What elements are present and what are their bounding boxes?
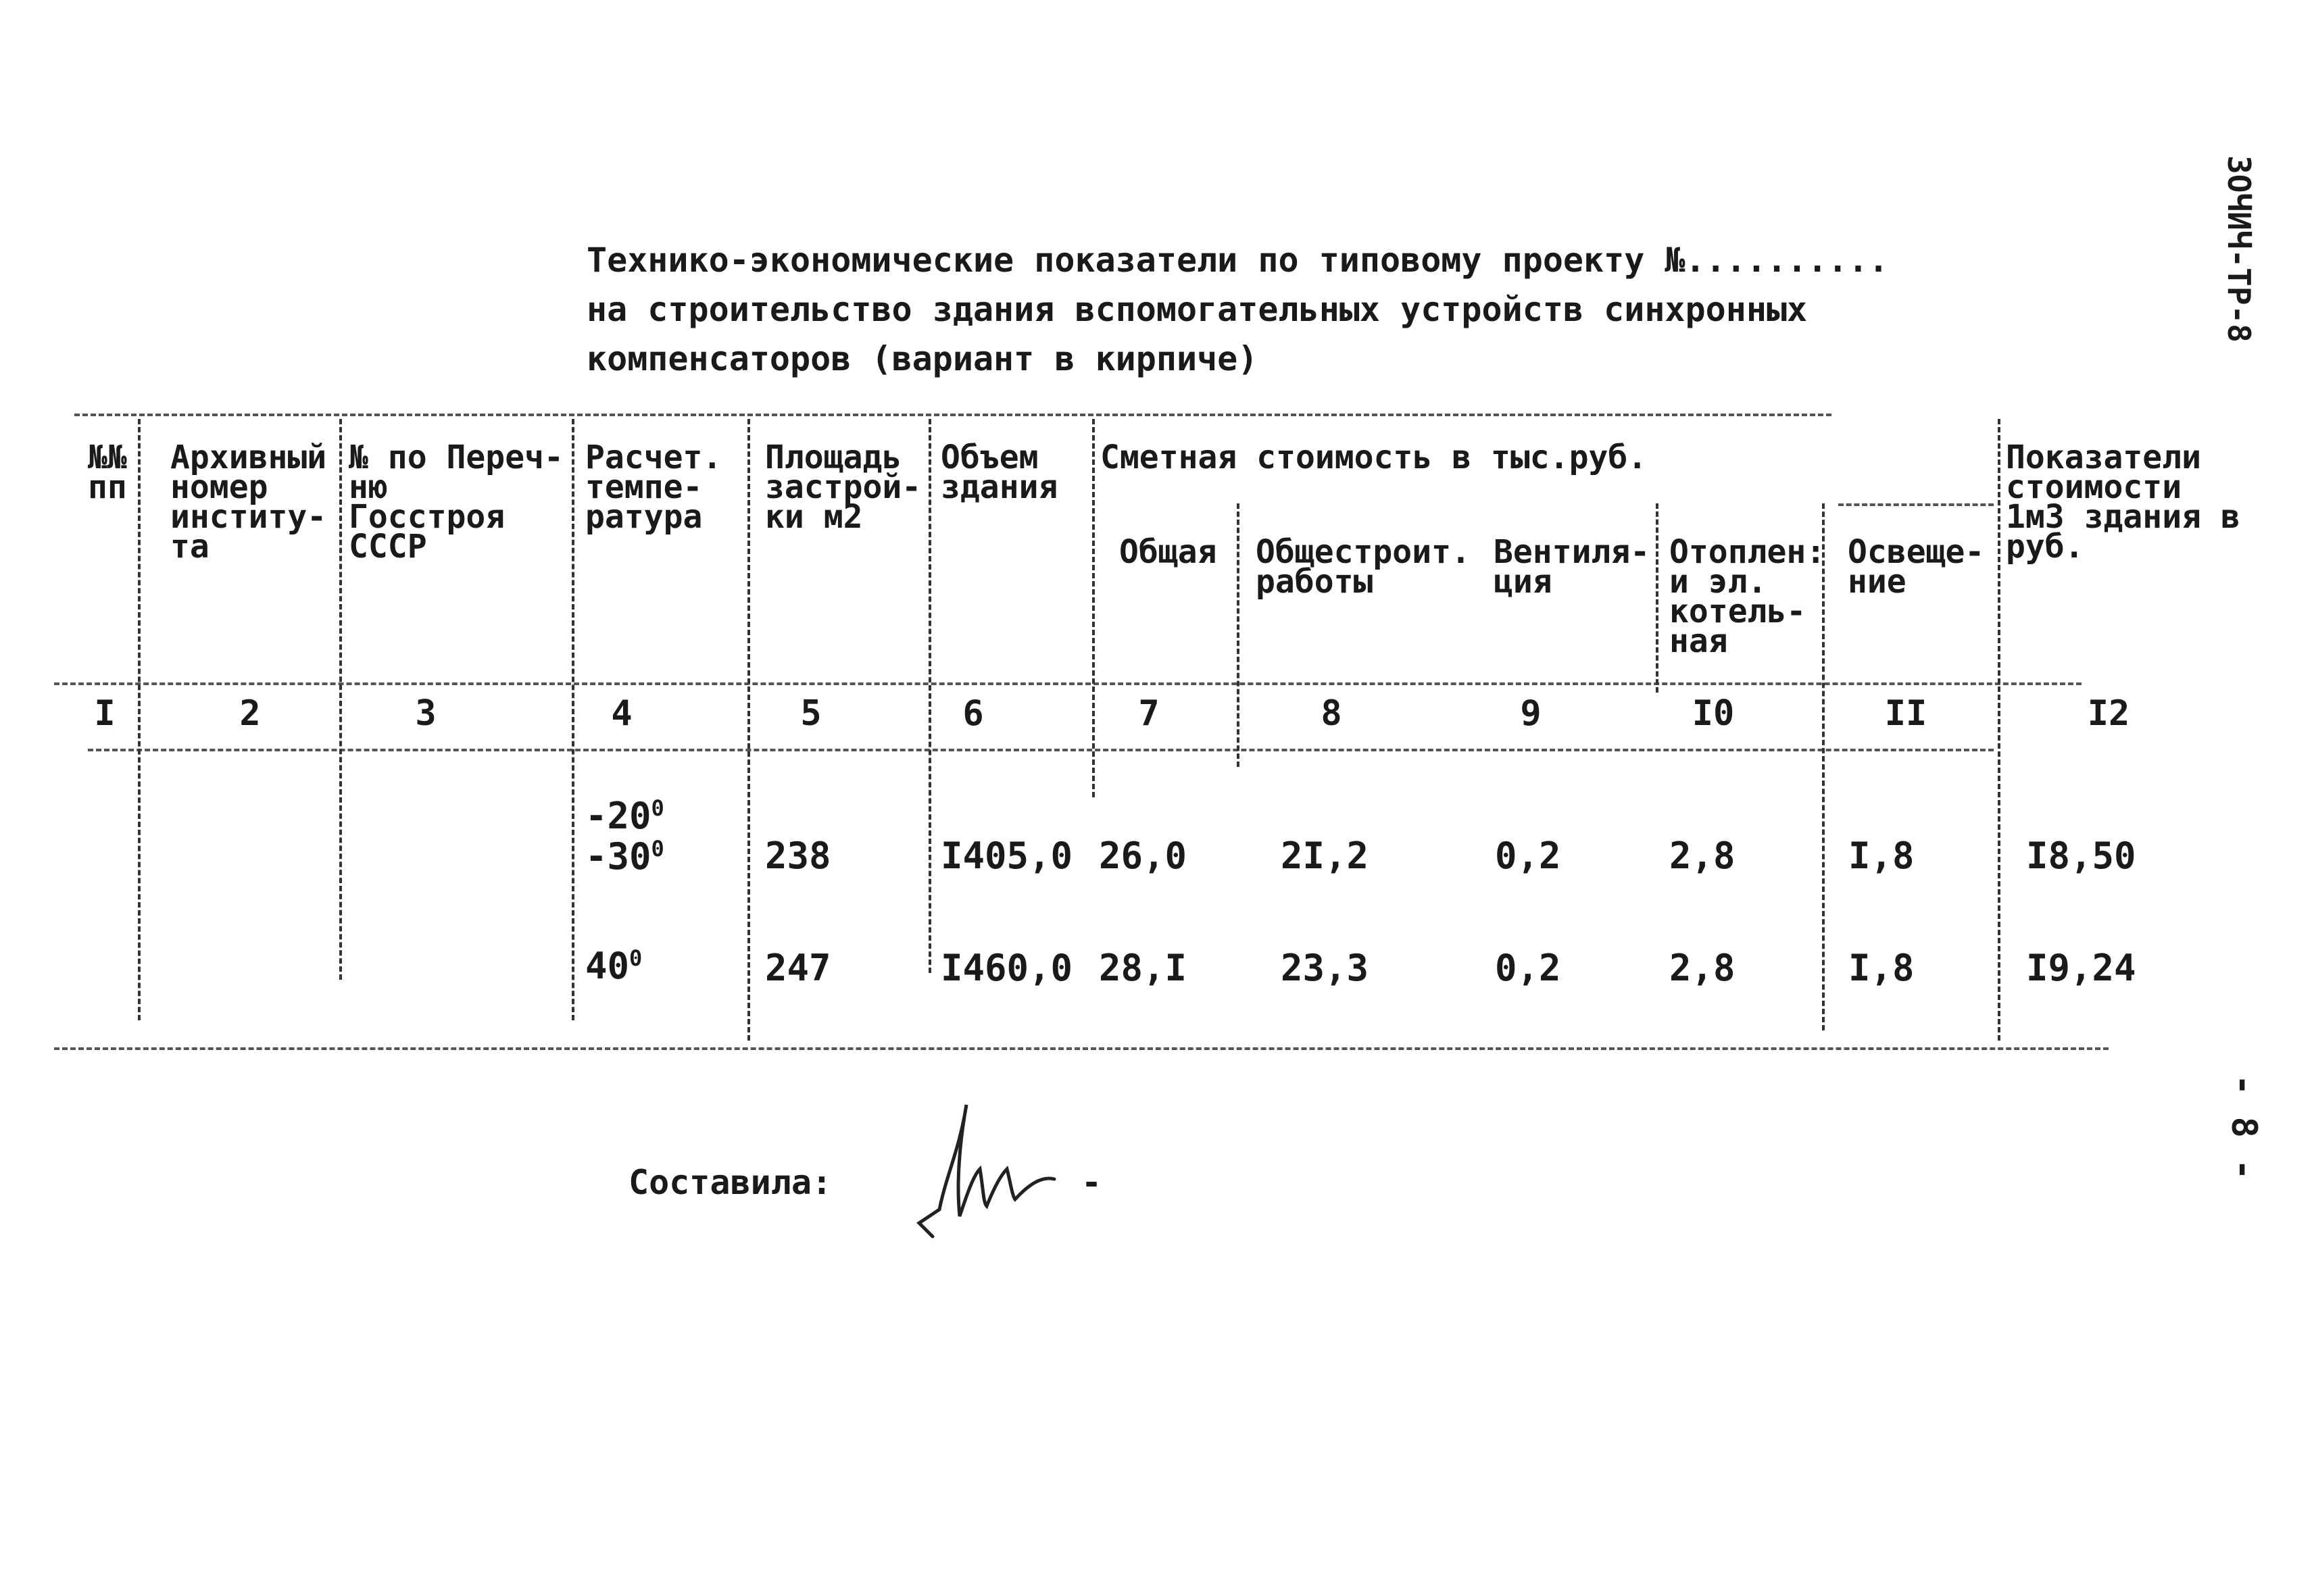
row2-total: 28,I (1099, 947, 1187, 989)
header-lighting: Освеще- ние (1848, 533, 1985, 601)
side-document-code: 3ОЧИЧ-ТР-8 (2221, 155, 2257, 343)
col-number-9: 9 (1520, 693, 1542, 734)
col-divider-6 (1092, 419, 1095, 797)
row2-heating: 2,8 (1669, 947, 1736, 989)
row2-construction: 23,3 (1281, 947, 1369, 989)
row1-construction: 2I,2 (1281, 834, 1369, 877)
header-ventilation: Вентиля- ция (1494, 533, 1650, 601)
row2-temperature: $40^0$ (585, 945, 643, 987)
row2-volume: I460,0 (941, 947, 1073, 989)
col-divider-5 (929, 419, 931, 973)
col-divider-2 (339, 419, 342, 980)
row1-volume: I405,0 (941, 834, 1073, 877)
lighting-header-line (1838, 503, 1994, 506)
row2-cost-m3: I9,24 (2026, 947, 2136, 989)
row1-lighting: I,8 (1848, 834, 1915, 877)
column-numbers-bottom-border (88, 749, 1994, 751)
col-number-5: 5 (800, 693, 822, 734)
header-gosstroy-number: № по Переч- ню Госстроя СССР (349, 439, 564, 566)
row1-cost-m3: I8,50 (2026, 834, 2136, 877)
row1-ventilation: 0,2 (1495, 834, 1561, 877)
col-divider-7 (1237, 503, 1239, 767)
row1-total: 26,0 (1099, 834, 1187, 877)
row1-temperature-2: $-30^0$ (585, 835, 664, 878)
header-cost-per-m3: Показатели стоимости 1м3 здания в руб. (2006, 439, 2240, 566)
col-number-6: 6 (962, 693, 984, 734)
col-number-11: II (1884, 693, 1927, 734)
header-number: №№ пп (88, 439, 127, 506)
col-number-12: I2 (2087, 693, 2130, 734)
col-divider-3 (572, 419, 574, 1020)
col-number-8: 8 (1321, 693, 1342, 734)
title-line-1: Технико-экономические показатели по типовому проекту №.......... (587, 241, 1889, 280)
header-design-temperature: Расчет. темпе- ратура (585, 439, 722, 536)
row1-temperature: $-20^0$ (585, 795, 664, 837)
table-bottom-border (54, 1047, 2109, 1050)
header-bottom-border (54, 682, 2082, 685)
col-number-2: 2 (239, 693, 261, 734)
col-number-7: 7 (1138, 693, 1160, 734)
col-number-1: I (94, 693, 116, 734)
header-building-volume: Объем здания (941, 439, 1058, 506)
header-archive-number: Архивный номер институ- та (170, 439, 327, 566)
col-divider-11 (1998, 419, 2000, 1041)
side-page-number: - 8 - (2223, 1074, 2264, 1180)
col-divider-1 (138, 419, 141, 1020)
row1-area: 238 (765, 834, 831, 877)
header-construction-works: Общестроит. работы (1256, 533, 1471, 601)
col-divider-4 (747, 419, 750, 1041)
col-number-3: 3 (415, 693, 437, 734)
header-estimated-cost-group: Сметная стоимость в тыс.руб. (1100, 439, 1648, 476)
table-top-border (74, 414, 1831, 416)
header-built-area: Площадь застрой- ки м2 (765, 439, 922, 536)
title-line-3: компенсаторов (вариант в кирпиче) (587, 339, 1258, 378)
col-number-4: 4 (611, 693, 633, 734)
signature-dash: - (1081, 1163, 1102, 1202)
col-divider-9 (1656, 503, 1658, 693)
title-line-2: на строительство здания вспомогательных устройств синхронных (587, 290, 1808, 329)
row2-lighting: I,8 (1848, 947, 1915, 989)
col-number-10: I0 (1692, 693, 1735, 734)
header-heating-boiler: Отоплен: и эл. котель- ная (1669, 533, 1826, 660)
header-total: Общая (1119, 533, 1217, 571)
compiled-by-label: Составила: (629, 1163, 833, 1202)
row2-area: 247 (765, 947, 831, 989)
row1-heating: 2,8 (1669, 834, 1736, 877)
signature-image (892, 1095, 1068, 1243)
row2-ventilation: 0,2 (1495, 947, 1561, 989)
